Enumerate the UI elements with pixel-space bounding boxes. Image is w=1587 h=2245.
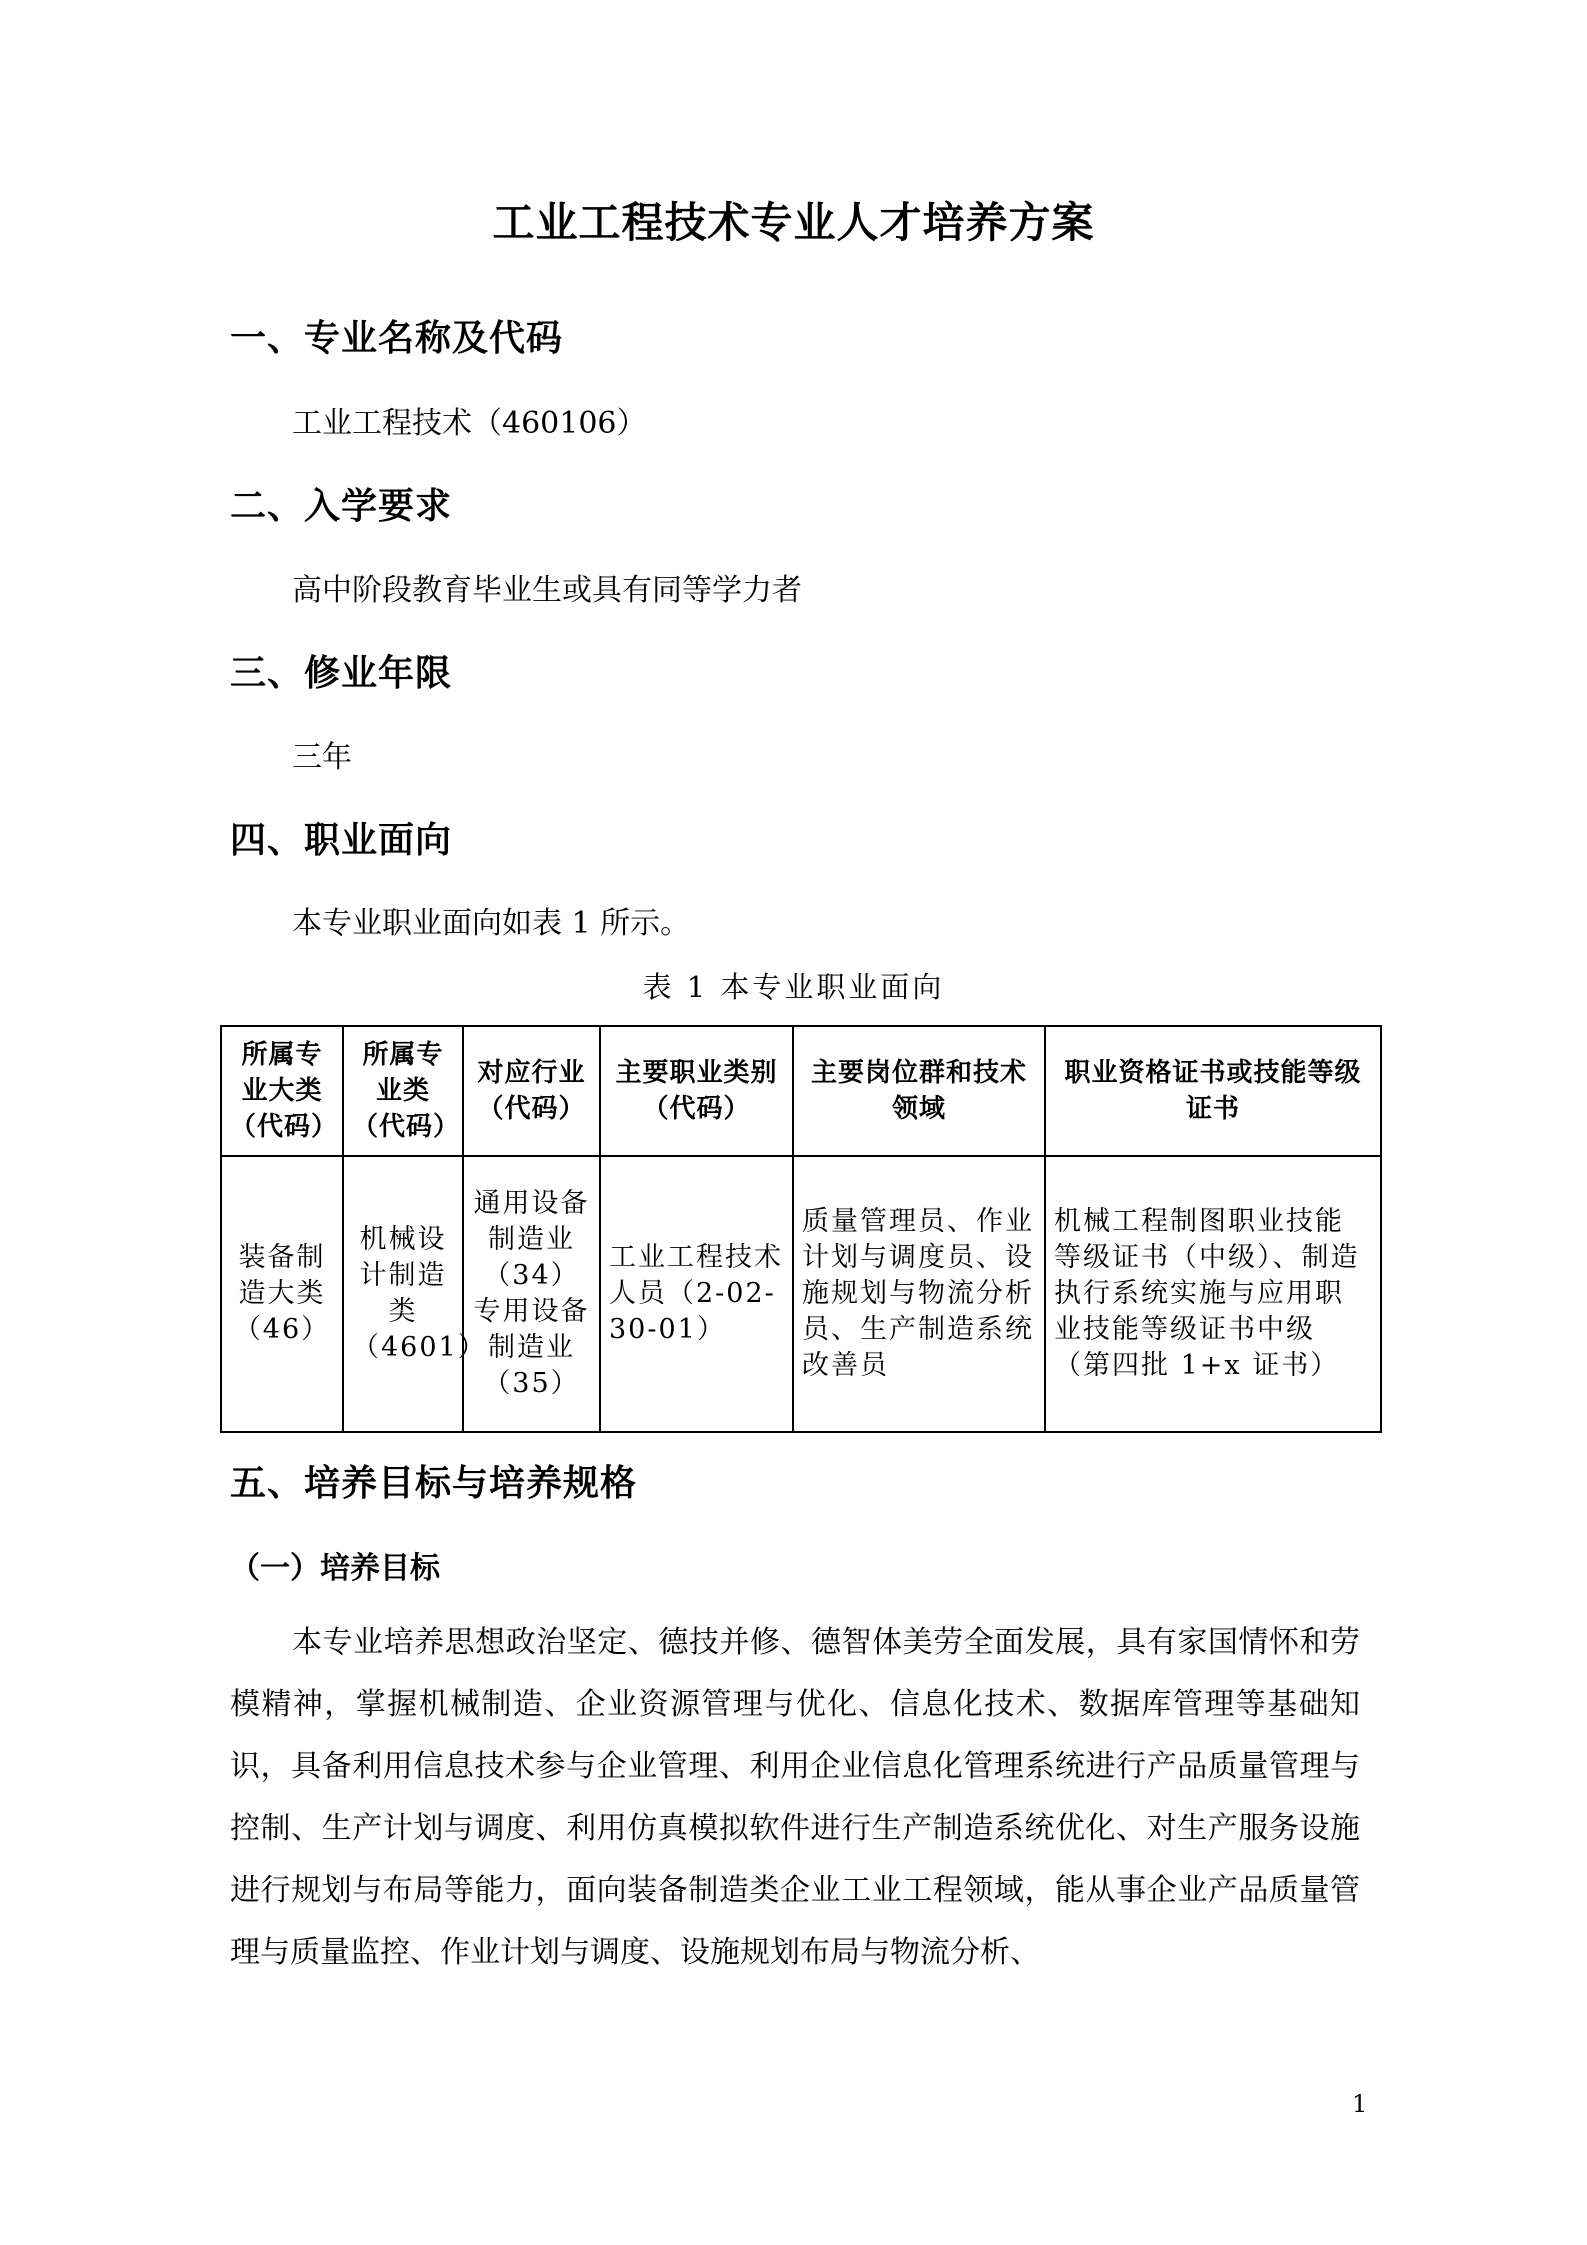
- objectives-paragraph: 本专业培养思想政治坚定、德技并修、德智体美劳全面发展，具有家国情怀和劳模精神，掌握机械制造、企业资源管理与优化、信息化技术、数据库管理等基础知识，具备利用信息技术参与企业管理、利用企业信息化管理系统进行产品质量管理与控制、生产计划与调度、利用仿真模拟软件进行生产制造系统优化、对生产服务设施进行规划与布局等能力，面向装备制造类企业工业工程领域，能从事企业产品质量管理与质量监控、作业计划与调度、设施规划布局与物流分析、: [230, 1625, 1360, 1970]
- section-heading-major-name: 一、专业名称及代码: [230, 318, 564, 359]
- section-heading-objectives: 五、培养目标与培养规格: [230, 1463, 638, 1504]
- table-cell: 工业工程技术人员（2-02-30-01）: [600, 1156, 793, 1432]
- table-header-cell: 对应行业（代码）: [463, 1026, 600, 1156]
- table-header-cell: 所属专业大类（代码）: [221, 1026, 343, 1156]
- table-cell: 装备制造大类（46）: [221, 1156, 343, 1432]
- table-header-cell: 职业资格证书或技能等级证书: [1045, 1026, 1381, 1156]
- table-header-cell: 主要职业类别（代码）: [600, 1026, 793, 1156]
- page-number: 1: [1352, 2090, 1368, 2118]
- section-heading-duration: 三、修业年限: [230, 653, 453, 694]
- table-cell: 通用设备制造业（34）专用设备制造业（35）: [463, 1156, 600, 1432]
- document-title: 工业工程技术专业人才培养方案: [492, 198, 1095, 247]
- study-duration: 三年: [292, 740, 352, 775]
- sub-heading-objectives: （一）培养目标: [230, 1551, 440, 1586]
- table-cell: 机械工程制图职业技能等级证书（中级）、制造执行系统实施与应用职业技能等级证书中级（第四批 1+x 证书）: [1045, 1156, 1381, 1432]
- table-caption: 表 1 本专业职业面向: [642, 970, 945, 1004]
- table-header-cell: 主要岗位群和技术领域: [793, 1026, 1045, 1156]
- section-heading-admission: 二、入学要求: [230, 486, 453, 527]
- table-cell: 机械设计制造类（4601）: [343, 1156, 463, 1432]
- section-heading-career: 四、职业面向: [230, 820, 453, 861]
- admission-requirement: 高中阶段教育毕业生或具有同等学力者: [292, 573, 802, 608]
- table-row: [221, 1156, 1381, 1432]
- table-cell: 质量管理员、作业计划与调度员、设施规划与物流分析员、生产制造系统改善员: [793, 1156, 1045, 1432]
- major-name-code: 工业工程技术（460106）: [292, 406, 647, 441]
- career-intro: 本专业职业面向如表 1 所示。: [292, 906, 691, 941]
- table-header-cell: 所属专业类（代码）: [343, 1026, 463, 1156]
- table-header-row: [221, 1026, 1381, 1156]
- career-table: [220, 1025, 1382, 1433]
